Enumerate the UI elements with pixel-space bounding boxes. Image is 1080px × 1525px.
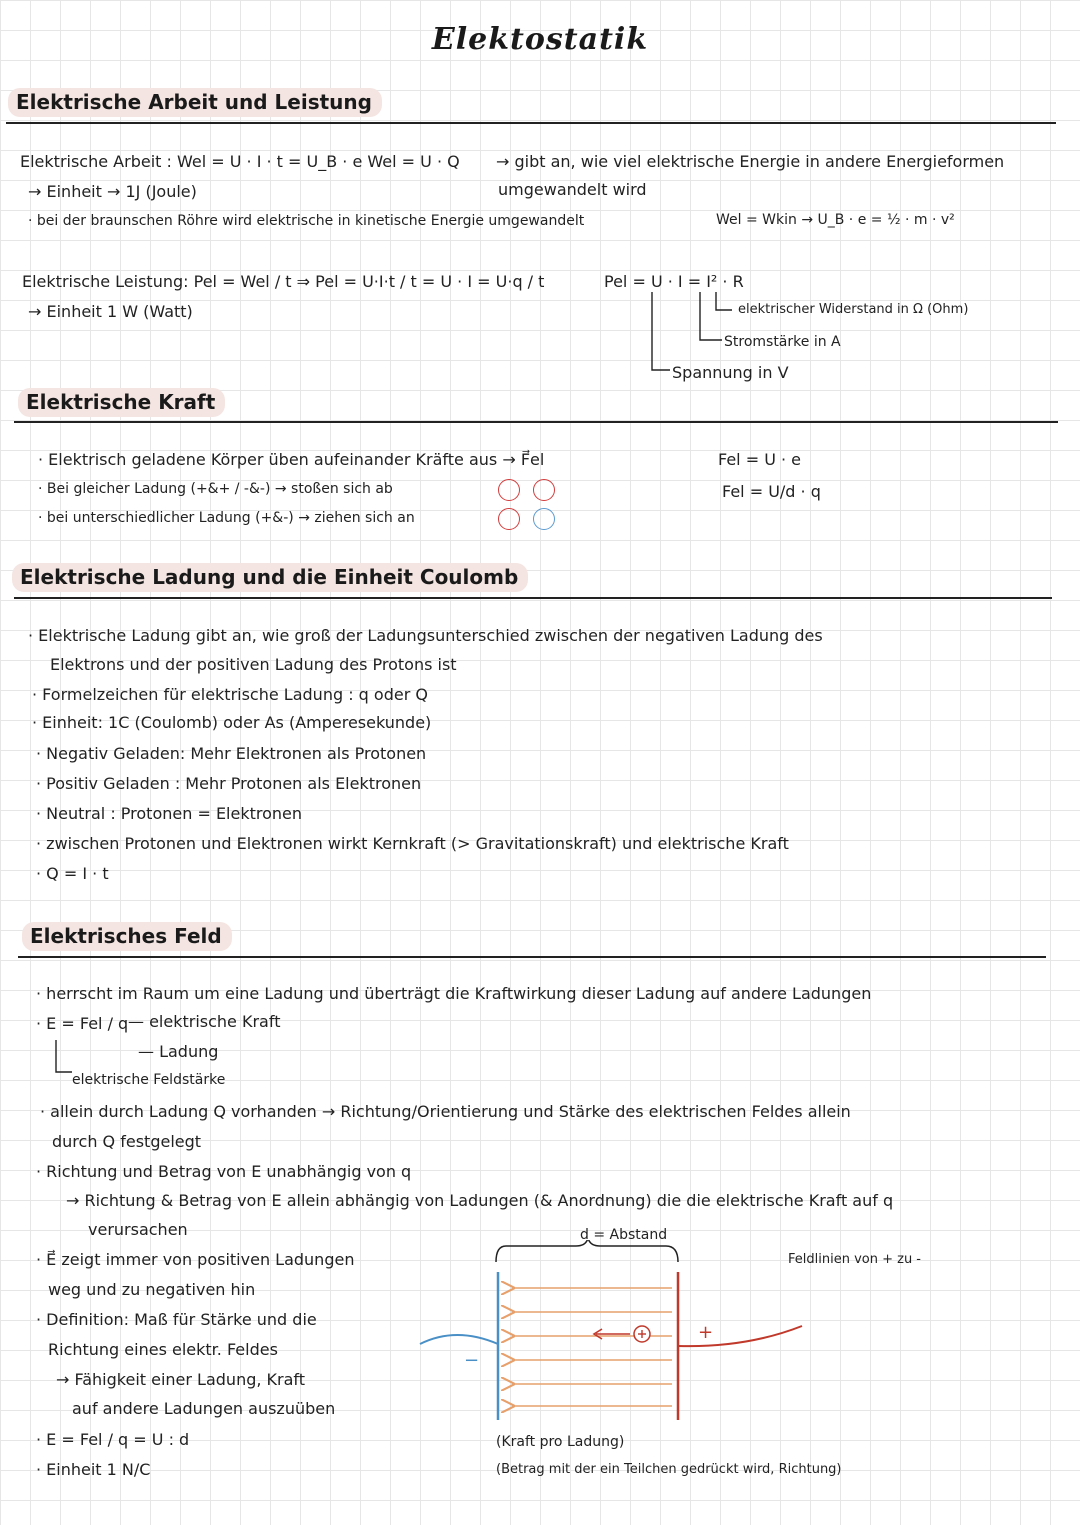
divider <box>6 122 1056 124</box>
kraft-label: — elektrische Kraft <box>128 1012 281 1031</box>
charge-icons-attract <box>498 508 555 534</box>
roehre-text: · bei der braunschen Röhre wird elektrische in kinetische Energie umgewandelt <box>28 213 585 229</box>
feld-line-8: weg und zu negativen hin <box>48 1280 256 1299</box>
leistung-formula: Elektrische Leistung: Pel = Wel / t ⇒ Pel = U·I·t / t = U · I = U·q / t <box>22 272 545 291</box>
ladung-line-3: · Formelzeichen für elektrische Ladung : q oder Q <box>32 685 428 704</box>
kraft-formula-2: Fel = U/d · q <box>722 482 821 501</box>
negative-wire <box>420 1335 498 1344</box>
betrag-desc: (Betrag mit der ein Teilchen gedrückt wird, Richtung) <box>496 1462 842 1477</box>
divider <box>18 956 1046 958</box>
ladung-label: — Ladung <box>138 1042 219 1061</box>
roehre-formula: Wel = Wkin → U_B · e = ½ · m · v² <box>716 212 955 228</box>
ladung-line-9: · Q = I · t <box>36 864 109 883</box>
feld-line-4: · Richtung und Betrag von E unabhängig von q <box>36 1162 412 1181</box>
abstand-label: d = Abstand <box>580 1227 668 1243</box>
feld-line-3: durch Q festgelegt <box>52 1132 202 1151</box>
positive-wire <box>678 1326 802 1346</box>
charge-icons-repel <box>498 479 555 505</box>
charge-circle-icon <box>533 479 555 501</box>
arbeit-formula: Elektrische Arbeit : Wel = U · I · t = U_B · e Wel = U · Q <box>20 152 460 171</box>
ladung-line-4: · Einheit: 1C (Coulomb) oder As (Amperesekunde) <box>32 713 432 732</box>
feld-line-5: → Richtung & Betrag von E allein abhängig von Ladungen (& Anordnung) die die elektrische Kraft auf q <box>66 1191 894 1210</box>
divider <box>14 597 1052 599</box>
feld-line-9: · Definition: Maß für Stärke und die <box>36 1310 317 1329</box>
heading-arbeit-leistung: Elektrische Arbeit und Leistung <box>8 88 382 117</box>
abstand-brace <box>496 1240 678 1262</box>
heading-feld: Elektrisches Feld <box>22 922 232 951</box>
ladung-line-5: · Negativ Geladen: Mehr Elektronen als Protonen <box>36 744 427 763</box>
feld-line-6: verursachen <box>88 1220 188 1239</box>
arbeit-desc-1: → gibt an, wie viel elektrische Energie in andere Energieformen <box>496 152 1005 171</box>
plus-sign: + <box>698 1322 714 1343</box>
ladung-line-2: Elektrons und der positiven Ladung des Protons ist <box>50 655 457 674</box>
arbeit-desc-2: umgewandelt wird <box>498 180 647 199</box>
feld-line-14: · Einheit 1 N/C <box>36 1460 151 1479</box>
charge-circle-icon <box>498 479 520 501</box>
feldlinien-label: Feldlinien von + zu - <box>788 1252 922 1267</box>
kraft-bullet-1: · Elektrisch geladene Körper üben aufeinander Kräfte aus → F⃗el <box>38 450 545 469</box>
feld-line-1: · herrscht im Raum um eine Ladung und überträgt die Kraftwirkung dieser Ladung auf andere Ladungen <box>36 984 872 1003</box>
kraft-pro-ladung: (Kraft pro Ladung) <box>496 1434 625 1450</box>
pel-formula: Pel = U · I = I² · R <box>604 272 744 291</box>
charge-circle-icon <box>533 508 555 530</box>
feld-line-2: · allein durch Ladung Q vorhanden → Richtung/Orientierung und Stärke des elektrischen Feldes allein <box>40 1102 851 1121</box>
heading-kraft: Elektrische Kraft <box>18 388 225 417</box>
ladung-line-6: · Positiv Geladen : Mehr Protonen als Elektronen <box>36 774 422 793</box>
kraft-bullet-3: · bei unterschiedlicher Ladung (+&-) → ziehen sich an <box>38 510 415 526</box>
stromstaerke-label: Stromstärke in A <box>724 334 841 350</box>
charge-circle-icon <box>498 508 520 530</box>
ladung-line-8: · zwischen Protonen und Elektronen wirkt Kernkraft (> Gravitationskraft) und elektrische Kraft <box>36 834 789 853</box>
heading-ladung: Elektrische Ladung und die Einheit Coulomb <box>12 563 528 592</box>
leistung-einheit: → Einheit 1 W (Watt) <box>28 302 193 321</box>
widerstand-label: elektrischer Widerstand in Ω (Ohm) <box>738 302 969 317</box>
feld-line-7: · E⃗ zeigt immer von positiven Ladungen <box>36 1250 355 1269</box>
ladung-line-7: · Neutral : Protonen = Elektronen <box>36 804 303 823</box>
arbeit-einheit: → Einheit → 1J (Joule) <box>28 182 197 201</box>
kraft-formula-1: Fel = U · e <box>718 450 802 469</box>
feld-line-13: · E = Fel / q = U : d <box>36 1430 190 1449</box>
feld-line-10: Richtung eines elektr. Feldes <box>48 1340 278 1359</box>
spannung-label: Spannung in V <box>672 363 789 382</box>
feld-line-11: → Fähigkeit einer Ladung, Kraft <box>56 1370 306 1389</box>
divider <box>14 421 1058 423</box>
feldstaerke-label: elektrische Feldstärke <box>72 1072 226 1088</box>
kraft-bullet-2: · Bei gleicher Ladung (+&+ / -&-) → stoßen sich ab <box>38 481 393 497</box>
page-title: Elektostatik <box>431 22 649 57</box>
minus-sign: − <box>464 1350 480 1371</box>
feld-line-12: auf andere Ladungen auszuüben <box>72 1399 336 1418</box>
e-formula: · E = Fel / q <box>36 1014 129 1033</box>
field-diagram <box>416 1240 806 1430</box>
ladung-line-1: · Elektrische Ladung gibt an, wie groß der Ladungsunterschied zwischen der negativen Ladung des <box>28 626 823 645</box>
